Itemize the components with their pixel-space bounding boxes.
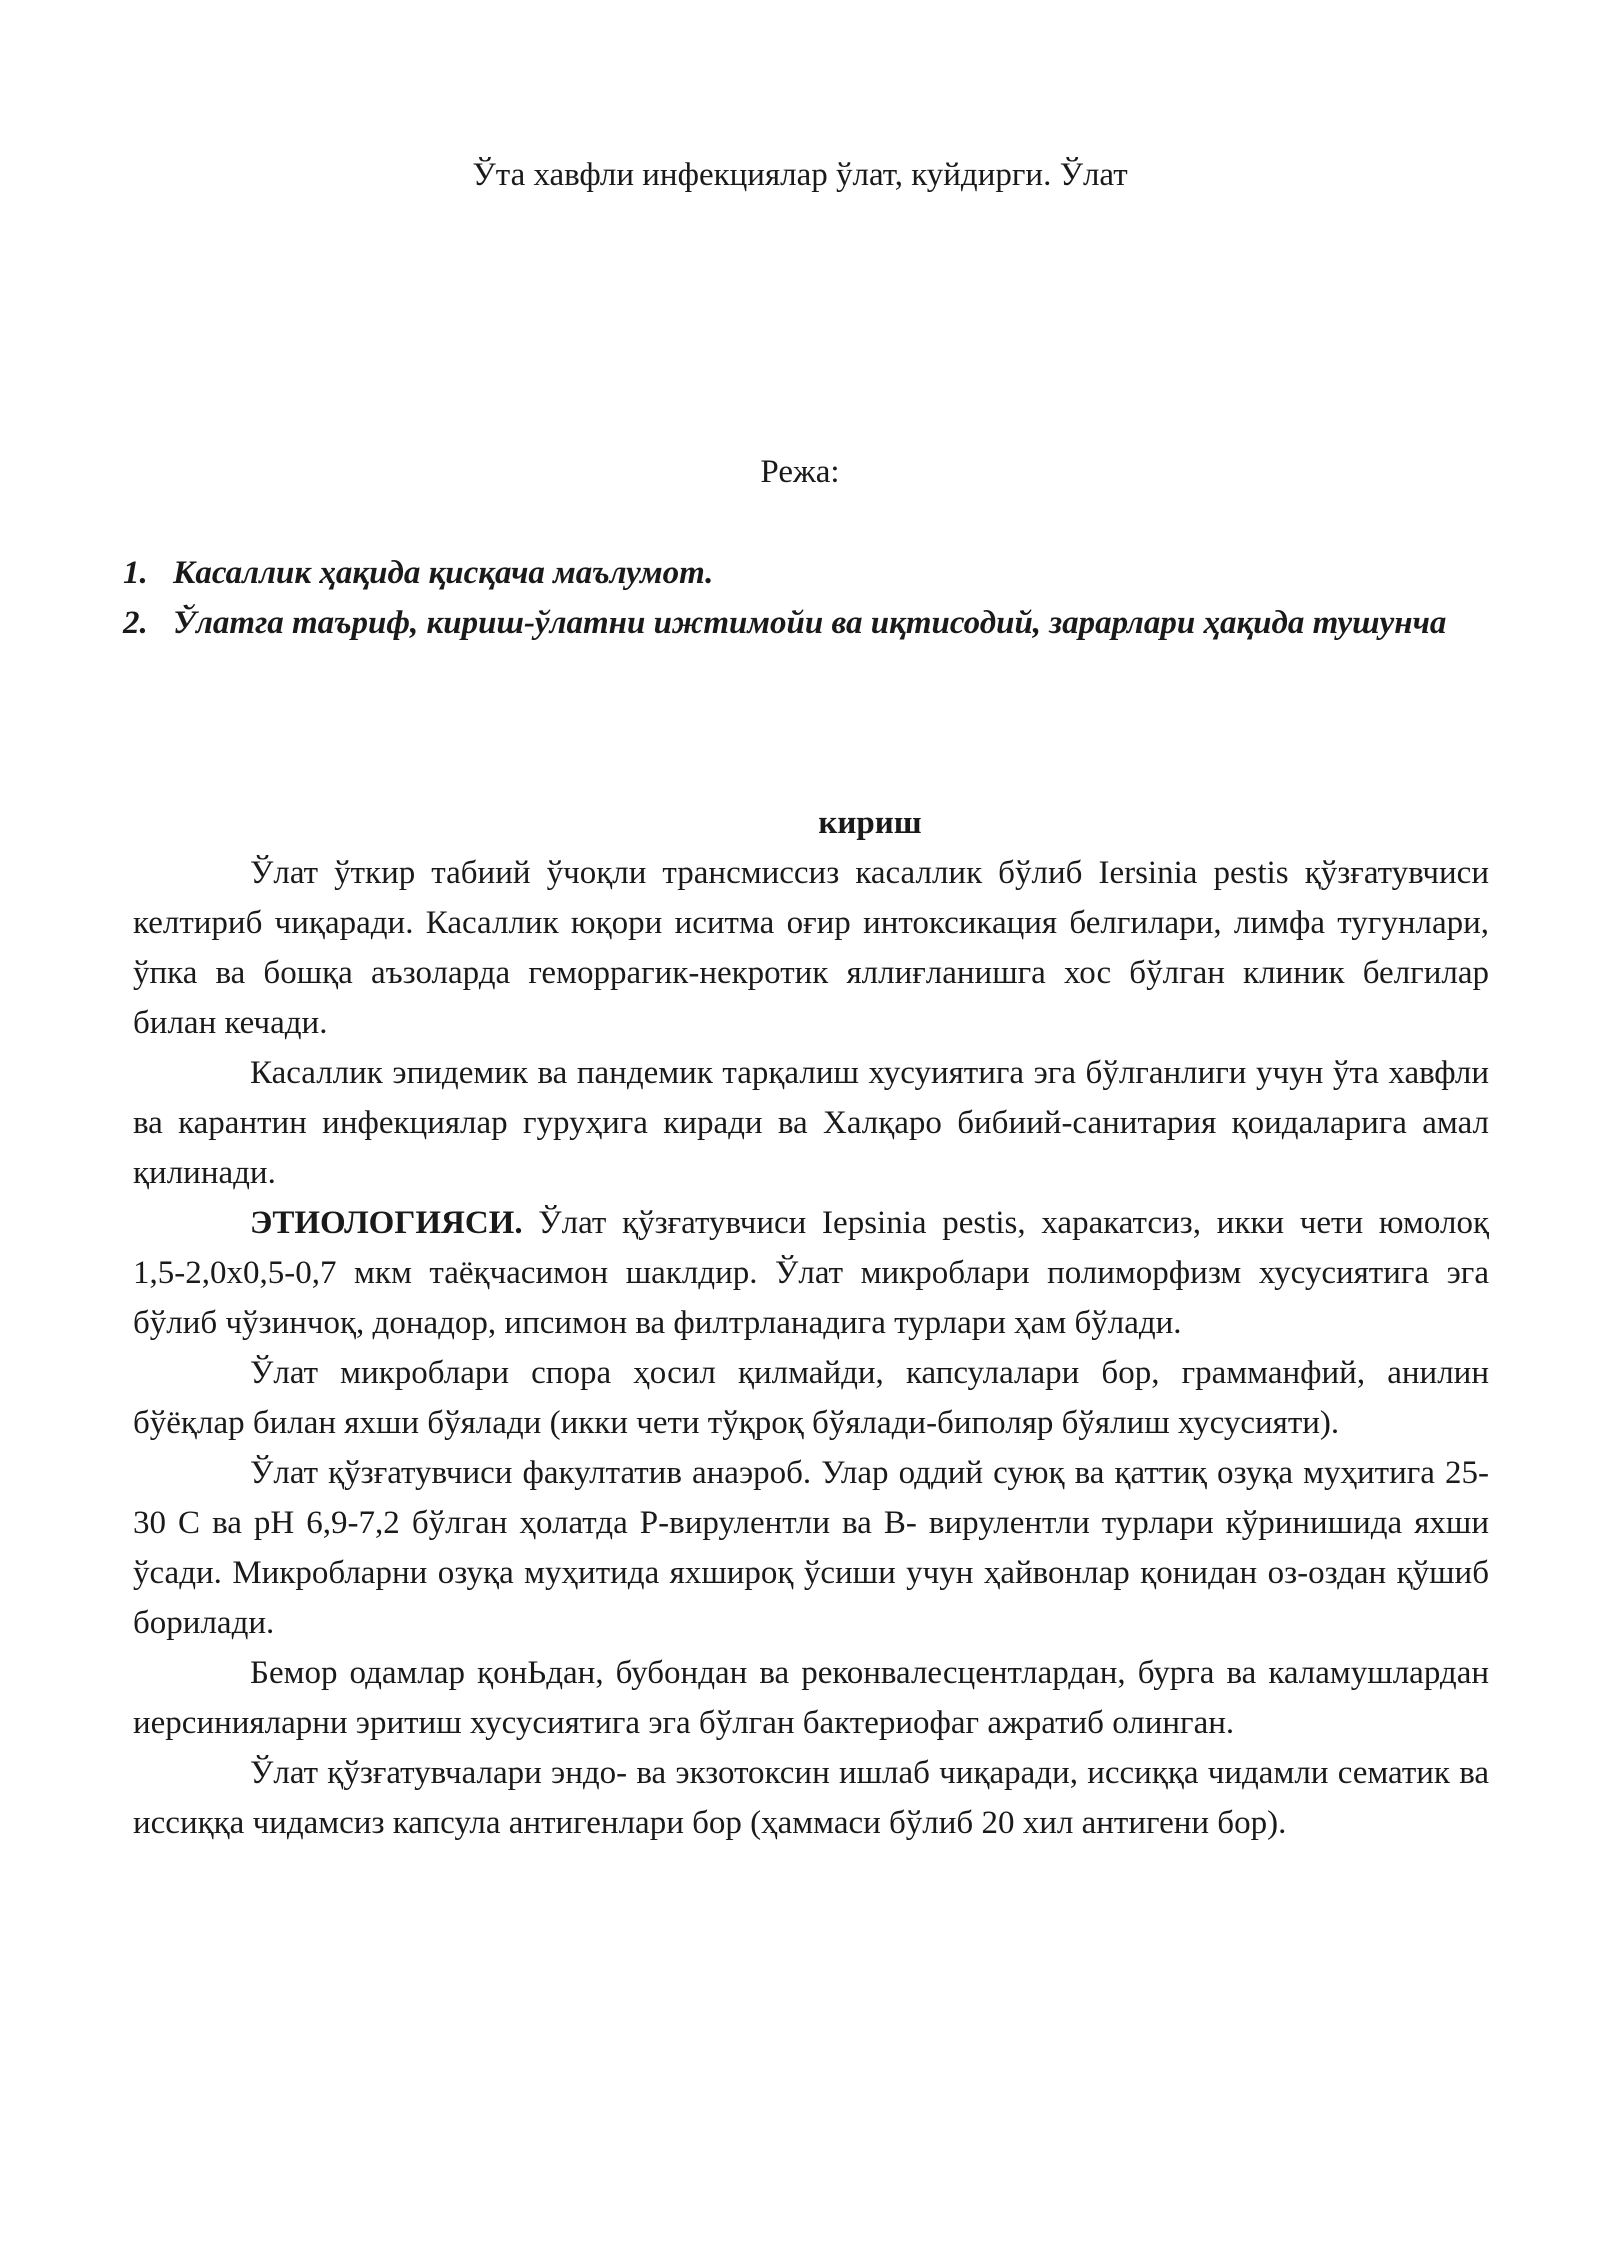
paragraph-etiology (133, 1198, 1489, 1348)
plan-heading: Режа: (760, 454, 840, 490)
paragraph-text: Бемор одамлар қонЬдан, бубондан ва реконвалесцентлардан, бурга ва каламушлардан иерсинияларни эритиш хусусиятига эга бўлган бактериофаг ажратиб олинган. (133, 1655, 1489, 1741)
plan-item-number: 2. (123, 605, 148, 641)
paragraph-definition (133, 848, 1489, 1048)
paragraph-culture (133, 1448, 1489, 1648)
paragraph-text: Ўлат қўзғатувчиси Iepsinia pestis, харакатсиз, икки чети юмолоқ 1,5-2,0х0,5-0,7 мкм таёқчасимон шаклдир. Ўлат микроблари полиморфизм хусусиятига эга бўлиб чўзинчоқ, донадор, ипсимон ва филтрланадига турлари ҳам бўлади. (133, 1205, 1489, 1341)
plan-item-text: Касаллик ҳақида қисқача маълумот. (173, 555, 714, 591)
plan-item-number: 1. (123, 555, 148, 591)
paragraph-text: Ўлат ўткир табиий ўчоқли трансмиссиз касаллик бўлиб Iersinia pestis қўзғатувчиси келтириб чиқаради. Касаллик юқори иситма оғир интоксикация белгилари, лимфа тугунлари, ўпка ва бошқа аъзоларда геморрагик-некротик яллиғланишга хос бўлган клиник белгилар билан кечади. (133, 855, 1489, 1041)
paragraph-bacteriophage (133, 1648, 1489, 1748)
body-text (133, 848, 1489, 1848)
document-title: Ўта хавфли инфекциялар ўлат, куйдирги. Ўлат (472, 157, 1128, 193)
intro-heading: кириш (818, 805, 922, 841)
paragraph-text: Касаллик эпидемик ва пандемик тарқалиш хусуиятига эга бўлганлиги учун ўта хавфли ва карантин инфекциялар гуруҳига киради ва Халқаро бибиий-санитария қоидаларига амал қилинади. (133, 1055, 1489, 1191)
paragraph-text: Ўлат қўзғатувчиси факултатив анаэроб. Улар оддий суюқ ва қаттиқ озуқа муҳитига 25-30 С ва рН 6,9-7,2 бўлган ҳолатда Р-вирулентли ва В- вирулентли турлари кўринишида яхши ўсади. Микробларни озуқа муҳитида яхшироқ ўсиши учун ҳайвонлар қонидан оз-оздан қўшиб борилади. (133, 1455, 1489, 1641)
paragraph-epidemic (133, 1048, 1489, 1198)
paragraph-staining (133, 1348, 1489, 1448)
plan-list (123, 548, 1483, 648)
paragraph-text: Ўлат микроблари спора ҳосил қилмайди, капсулалари бор, грамманфий, анилин бўёқлар билан яхши бўялади (икки чети тўқроқ бўялади-биполяр бўялиш хусусияти). (133, 1355, 1489, 1441)
plan-item-text: Ўлатга таъриф, кириш-ўлатни ижтимойи ва иқтисодий, зарарлари ҳақида тушунча (173, 605, 1447, 641)
plan-item (123, 548, 1483, 598)
paragraph-text: Ўлат қўзғатувчалари эндо- ва экзотоксин ишлаб чиқаради, иссиққа чидамли сематик ва иссиққа чидамсиз капсула антигенлари бор (ҳаммаси бўлиб 20 хил антигени бор). (133, 1755, 1489, 1841)
plan-item (123, 598, 1483, 648)
paragraph-toxins (133, 1748, 1489, 1848)
paragraph-lead: ЭТИОЛОГИЯСИ. (250, 1205, 523, 1241)
